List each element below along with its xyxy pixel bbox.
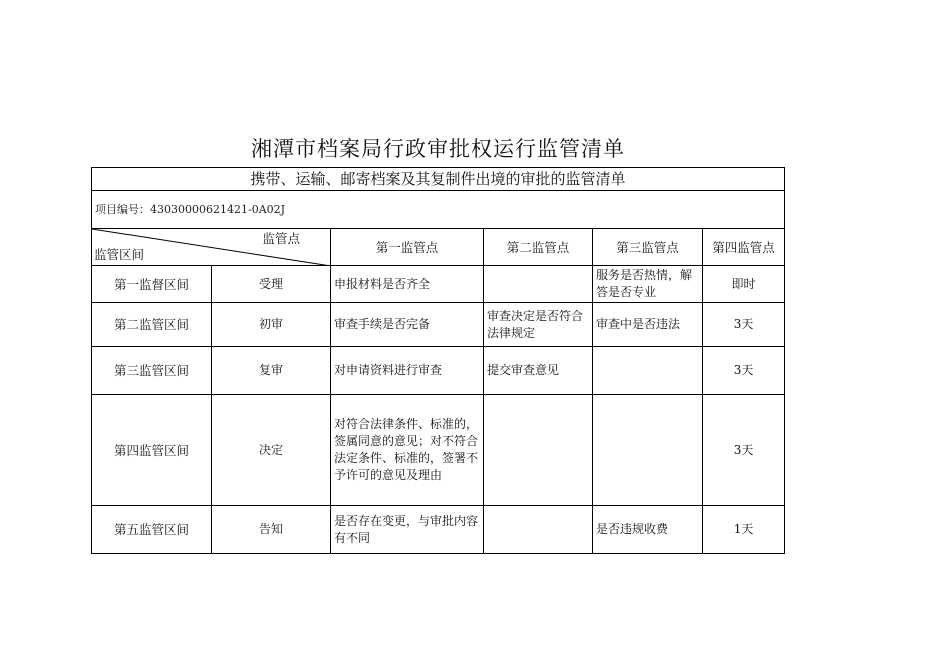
supervision-table xyxy=(91,167,785,554)
table-row xyxy=(92,303,785,347)
point-2-cell xyxy=(484,395,593,506)
stage-cell: 受理 xyxy=(212,266,331,303)
point-1-cell: 对申请资料进行审查 xyxy=(331,347,484,395)
point-3-cell: 是否违规收费 xyxy=(593,506,703,554)
zone-cell: 第四监管区间 xyxy=(92,395,212,506)
table-row xyxy=(92,395,785,506)
point-3-cell: 服务是否热情，解答是否专业 xyxy=(593,266,703,303)
header-point-2: 第二监管点 xyxy=(484,229,593,266)
point-3-cell: 审查中是否违法 xyxy=(593,303,703,347)
stage-cell: 复审 xyxy=(212,347,331,395)
point-1-cell: 是否存在变更，与审批内容有不同 xyxy=(331,506,484,554)
point-2-cell: 提交审查意见 xyxy=(484,347,593,395)
table-row xyxy=(92,347,785,395)
point-4-cell: 3天 xyxy=(703,347,785,395)
point-1-cell: 申报材料是否齐全 xyxy=(331,266,484,303)
table-row xyxy=(92,266,785,303)
header-corner-points: 监管点 xyxy=(262,231,300,246)
point-4-cell: 1天 xyxy=(703,506,785,554)
zone-cell: 第二监管区间 xyxy=(92,303,212,347)
header-corner-cell xyxy=(92,229,331,266)
point-2-cell: 审查决定是否符合法律规定 xyxy=(484,303,593,347)
stage-cell: 告知 xyxy=(212,506,331,554)
point-4-cell: 即时 xyxy=(703,266,785,303)
point-2-cell xyxy=(484,506,593,554)
header-point-3: 第三监管点 xyxy=(593,229,703,266)
header-corner-zones: 监管区间 xyxy=(94,247,145,262)
stage-cell: 初审 xyxy=(212,303,331,347)
point-1-cell: 审查手续是否完备 xyxy=(331,303,484,347)
project-code: 项目编号：43030000621421-0A02J xyxy=(92,191,785,229)
point-4-cell: 3天 xyxy=(703,303,785,347)
stage-cell: 决定 xyxy=(212,395,331,506)
point-2-cell xyxy=(484,266,593,303)
zone-cell: 第五监管区间 xyxy=(92,506,212,554)
header-point-4: 第四监管点 xyxy=(703,229,785,266)
point-1-cell: 对符合法律条件、标准的，签属同意的意见；对不符合法定条件、标准的，签署不予许可的意见及理由 xyxy=(331,395,484,506)
point-3-cell xyxy=(593,347,703,395)
point-3-cell xyxy=(593,395,703,506)
header-point-1: 第一监管点 xyxy=(331,229,484,266)
point-4-cell: 3天 xyxy=(703,395,785,506)
table-subtitle: 携带、运输、邮寄档案及其复制件出境的审批的监管清单 xyxy=(92,168,785,191)
page-title: 湘潭市档案局行政审批权运行监管清单 xyxy=(251,137,625,161)
zone-cell: 第三监管区间 xyxy=(92,347,212,395)
table-row xyxy=(92,506,785,554)
zone-cell: 第一监督区间 xyxy=(92,266,212,303)
